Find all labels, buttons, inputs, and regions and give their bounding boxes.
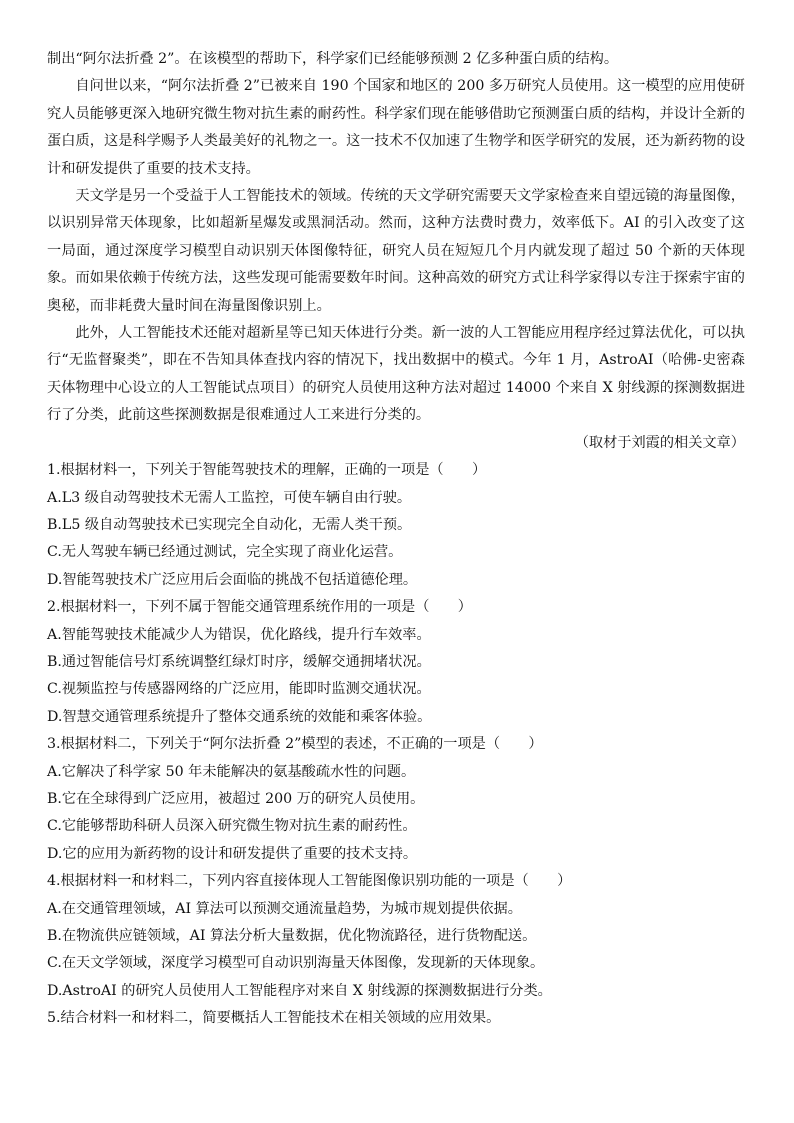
question-stem: 5.结合材料一和材料二，简要概括人工智能技术在相关领域的应用效果。 bbox=[47, 1010, 501, 1027]
passage-paragraph-3: 天文学是另一个受益于人工智能技术的领域。传统的天文学研究需要天文学家检查来自望远镜的海量图像，以识别异常天体现象，比如超新星爆发或黑洞活动。然而，这种方法费时费力，效率低下。AI 的引入改变了这一局面，通过深度学习模型自动识别天体图像特征，研究人员在短短几个月内就发现了超过 50 个新的天体现象。而如果依赖于传统方法，这些发现可能需要数年时间。这种高效的研究方式让科学家得以专注于探索宇宙的奥秘，而非耗费大量时间在海量图像识别上。 bbox=[47, 188, 745, 314]
question-4 bbox=[47, 868, 745, 1005]
option-a: A.智能驾驶技术能减少人为错误，优化路线，提升行车效率。 bbox=[47, 626, 431, 643]
question-stem: 1.根据材料一，下列关于智能驾驶技术的理解，正确的一项是（ ） bbox=[47, 462, 487, 479]
source-attribution: （取材于刘霞的相关文章） bbox=[574, 434, 745, 451]
question-stem: 2.根据材料一，下列不属于智能交通管理系统作用的一项是（ ） bbox=[47, 599, 472, 616]
question-1 bbox=[47, 457, 745, 594]
option-c: C.在天文学领域，深度学习模型可自动识别海量天体图像，发现新的天体现象。 bbox=[47, 955, 545, 972]
option-b: B.L5 级自动驾驶技术已实现完全自动化，无需人类干预。 bbox=[47, 516, 412, 533]
question-5 bbox=[47, 1005, 745, 1032]
option-c: C.视频监控与传感器网络的广泛应用，能即时监测交通状况。 bbox=[47, 681, 431, 698]
question-stem: 4.根据材料一和材料二，下列内容直接体现人工智能图像识别功能的一项是（ ） bbox=[47, 873, 572, 890]
question-2 bbox=[47, 594, 745, 731]
option-c: C.它能够帮助科研人员深入研究微生物对抗生素的耐药性。 bbox=[47, 818, 417, 835]
question-stem: 3.根据材料二，下列关于“阿尔法折叠 2”模型的表述，不正确的一项是（ ） bbox=[47, 736, 543, 753]
option-b: B.它在全球得到广泛应用，被超过 200 万的研究人员使用。 bbox=[47, 790, 425, 807]
option-d: D.智能驾驶技术广泛应用后会面临的挑战不包括道德伦理。 bbox=[47, 571, 418, 588]
question-list bbox=[47, 457, 745, 1033]
option-d: D.它的应用为新药物的设计和研发提供了重要的技术支持。 bbox=[47, 845, 418, 862]
passage-paragraph-1: 制出“阿尔法折叠 2”。在该模型的帮助下，科学家们已经能够预测 2 亿多种蛋白质的结构。 bbox=[47, 51, 619, 67]
option-b: B.通过智能信号灯系统调整红绿灯时序，缓解交通拥堵状况。 bbox=[47, 653, 431, 670]
option-a: A.L3 级自动驾驶技术无需人工监控，可使车辆自由行驶。 bbox=[47, 489, 412, 506]
option-a: A.它解决了科学家 50 年未能解决的氨基酸疏水性的问题。 bbox=[47, 763, 416, 780]
option-c: C.无人驾驶车辆已经通过测试，完全实现了商业化运营。 bbox=[47, 544, 403, 561]
page-content bbox=[47, 46, 745, 1033]
question-3 bbox=[47, 731, 745, 868]
option-a: A.在交通管理领域，AI 算法可以预测交通流量趋势，为城市规划提供依据。 bbox=[47, 900, 522, 917]
option-b: B.在物流供应链领域，AI 算法分析大量数据，优化物流路径，进行货物配送。 bbox=[47, 928, 537, 944]
reading-passage bbox=[47, 46, 745, 430]
option-d: D.智慧交通管理系统提升了整体交通系统的效能和乘客体验。 bbox=[47, 708, 432, 725]
option-d: D.AstroAI 的研究人员使用人工智能程序对来自 X 射线源的探测数据进行分类。 bbox=[47, 982, 552, 999]
passage-paragraph-4: 此外，人工智能技术还能对超新星等已知天体进行分类。新一波的人工智能应用程序经过算法优化，可以执行“无监督聚类”，即在不告知具体查找内容的情况下，找出数据中的模式。今年 1 月，AstroAI（哈佛-史密森天体物理中心设立的人工智能试点项目）的研究人员使用这种方法对超过 14000 个来自 X 射线源的探测数据进行了分类，此前这些探测数据是很难通过人工来进行分类的。 bbox=[47, 325, 745, 424]
passage-paragraph-2: 自问世以来，“阿尔法折叠 2”已被来自 190 个国家和地区的 200 多万研究人员使用。这一模型的应用使研究人员能够更深入地研究微生物对抗生素的耐药性。科学家们现在能够借助它预测蛋白质的结构，并设计全新的蛋白质，这是科学赐予人类最美好的礼物之一。这一技术不仅加速了生物学和医学研究的发展，还为新药物的设计和研发提供了重要的技术支持。 bbox=[47, 78, 745, 177]
